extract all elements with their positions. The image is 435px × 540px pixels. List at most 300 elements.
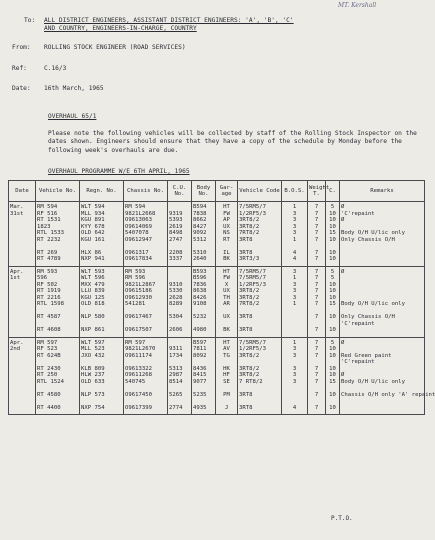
cell-line: NXP 941 xyxy=(81,256,105,262)
cell-line: KLB 809 xyxy=(81,365,105,372)
column-header: Vehicle No. xyxy=(36,181,80,202)
cell-line: 15 xyxy=(329,301,336,307)
cell-line: Red Green paint xyxy=(341,352,392,359)
cell-remarks xyxy=(340,337,435,415)
cell-line: 10 xyxy=(329,372,336,378)
cell-date xyxy=(9,266,36,337)
cell-line: NLP 573 xyxy=(81,391,105,398)
cell-line: 2987 xyxy=(169,372,183,378)
cell-line: 3RT8/2 xyxy=(239,223,260,230)
cell-line: RM 596 xyxy=(125,275,146,281)
cell-weight-c xyxy=(326,202,340,267)
cell-line: 7/5RM5/7 xyxy=(239,275,266,281)
cell-line: 3RT8 xyxy=(239,404,253,411)
cell-line: 2208 xyxy=(169,249,183,256)
cell-line: LLU 839 xyxy=(81,288,105,294)
cell-line: 7 xyxy=(314,249,319,256)
cell-line xyxy=(341,256,423,263)
cell-line: 9092 xyxy=(193,230,207,236)
table-body xyxy=(9,202,435,415)
cell-line: 5312 xyxy=(193,236,207,243)
table-row xyxy=(9,337,425,415)
table-header-row xyxy=(9,181,425,202)
cell-cu xyxy=(168,266,192,337)
cell-line: 10 xyxy=(329,391,336,398)
cell-line: 'C'repaint xyxy=(341,210,375,217)
cell-line xyxy=(283,327,306,334)
cell-line: 3RT8 xyxy=(239,236,253,243)
cell-line: B593 xyxy=(193,268,207,275)
cell-line: 3RT8/2 xyxy=(239,294,260,301)
cell-line: 3 xyxy=(292,294,297,301)
cell-line: 7 xyxy=(314,294,319,301)
cell-line: NXP 861 xyxy=(81,327,105,333)
cell-line: O9617507 xyxy=(125,327,152,333)
cell-line: TH xyxy=(223,294,230,301)
cell-line: RM 593 xyxy=(37,268,58,275)
column-header: B.O.S. xyxy=(282,181,308,202)
cell-line: 5393 xyxy=(169,217,183,223)
cell-line: 3 xyxy=(292,365,297,372)
cell-body xyxy=(192,337,216,415)
cell-line: 7 xyxy=(314,365,319,372)
cell-line: 10 xyxy=(329,223,336,230)
cell-line: HF xyxy=(223,372,230,378)
cell-line: 3 xyxy=(292,352,297,359)
cell-line: 3 xyxy=(292,378,297,385)
cell-line: 2619 xyxy=(169,223,183,230)
cell-line: RT 2232 xyxy=(37,236,61,243)
cell-line: J xyxy=(224,404,229,411)
cell-line: 1/2RF5/3 xyxy=(239,281,266,288)
cell-line: Ø xyxy=(341,217,345,223)
programme-title: OVERHAUL PROGRAMME W/E 6TH APRIL, 1965 xyxy=(48,168,190,175)
cell-line: 7 xyxy=(314,281,319,288)
cell-line: 3RT8/2 xyxy=(239,217,260,223)
cell-line: 5313 xyxy=(169,365,183,372)
from-value: ROLLING STOCK ENGINEER (ROAD SERVICES) xyxy=(44,44,186,51)
column-header: Vehicle Code xyxy=(238,181,282,202)
column-header: Weight T. xyxy=(308,181,326,202)
cell-code xyxy=(238,337,282,415)
cell-line: 10 xyxy=(329,236,336,243)
cell-line: O9612930 xyxy=(125,294,152,301)
cell-line: 10 xyxy=(329,249,336,256)
cell-line: 7RT8/2 xyxy=(239,301,260,307)
column-header: Remarks xyxy=(340,181,425,202)
cell-line: RTL 1598 xyxy=(37,301,64,307)
cell-line: KGU 161 xyxy=(81,236,105,243)
cell-regn xyxy=(80,202,124,267)
cell-line: 3 xyxy=(292,372,297,378)
cell-weight-t xyxy=(308,337,326,415)
cell-line: 7 xyxy=(314,378,319,385)
cell-line: WLT 596 xyxy=(81,275,105,281)
cell-line: HT xyxy=(223,204,230,210)
cell-line: 3 xyxy=(292,210,297,217)
cell-line: 10 xyxy=(329,210,336,217)
cell-line: 3RT3/3 xyxy=(239,256,260,262)
cell-line: O9611174 xyxy=(125,352,152,359)
cell-line: 1st xyxy=(10,275,21,281)
cell-line: O9612947 xyxy=(125,236,152,243)
cell-line: 3337 xyxy=(169,256,183,262)
cell-line: 1 xyxy=(292,275,297,281)
cell-line: NS xyxy=(223,230,230,236)
cell-line: 7 xyxy=(314,256,319,262)
cell-line: 7 xyxy=(314,204,319,210)
column-header: Chassis No. xyxy=(124,181,168,202)
cell-line: Ø xyxy=(341,268,345,275)
cell-line: 7836 xyxy=(193,281,207,288)
cell-line: 7 xyxy=(314,268,319,275)
cell-line: 3RT8 xyxy=(239,249,253,256)
cell-line: HLX 86 xyxy=(81,249,102,256)
cell-line: RT 269 xyxy=(37,249,58,256)
cell-line: Body O/H U/lic only xyxy=(341,230,405,236)
cell-line: 5265 xyxy=(169,391,183,398)
cell-line: Ø xyxy=(341,339,345,346)
cell-line: 7 xyxy=(314,346,319,352)
column-header: C.U. No. xyxy=(168,181,192,202)
cell-line: Apr. xyxy=(10,339,24,346)
cell-weight-c xyxy=(326,266,340,337)
cell-line: 3 xyxy=(292,217,297,223)
cell-line: RTL 1524 xyxy=(37,378,64,385)
cell-line: 'C'repaint xyxy=(341,320,375,327)
overhaul-title: OVERHAUL 65/1 xyxy=(48,113,97,120)
cell-line xyxy=(341,405,423,412)
cell-line: 3RT8/2 xyxy=(239,352,260,359)
cell-line: RT 624B xyxy=(37,352,61,359)
cell-line: 5407078 xyxy=(125,230,149,236)
cell-line: RT 4400 xyxy=(37,404,61,411)
cell-line: 541281 xyxy=(125,301,146,307)
cell-line: Only Chassis O/H xyxy=(341,236,395,243)
cell-line: MLL 523 xyxy=(81,346,105,352)
cell-line: KYY 678 xyxy=(81,223,105,230)
cell-bos xyxy=(282,266,308,337)
cell-line: 7 xyxy=(314,210,319,217)
cell-line: Body O/H U/lic only xyxy=(341,378,405,385)
cell-line: RT 4580 xyxy=(37,391,61,398)
cell-line: NXP 754 xyxy=(81,404,105,411)
cell-line: 7811 xyxy=(193,346,207,352)
cell-line: 15 xyxy=(329,378,336,385)
cell-line: 7RT8/2 xyxy=(239,230,260,236)
to-label: To: xyxy=(24,17,36,24)
cell-line: 7 xyxy=(314,230,319,236)
cell-line: Ø xyxy=(341,372,345,378)
cell-line: 8662 xyxy=(193,217,207,223)
cell-line: 3 xyxy=(292,268,297,275)
cell-weight-t xyxy=(308,266,326,337)
cell-line: 3 xyxy=(292,223,297,230)
cell-line: 4 xyxy=(292,404,297,411)
cell-line: 7 xyxy=(314,391,319,398)
cell-line: 3RT8 xyxy=(239,391,253,398)
cell-line: 9077 xyxy=(193,378,207,385)
cell-line: 3RT8/2 xyxy=(239,288,260,294)
cell-line: RT xyxy=(223,236,230,243)
instruction-paragraph: Please note the following vehicles will be collected by staff of the Rolling Stock Inspector on the dates shown. Engineers should ensure that they have a copy of the schedule by Monday before the following week's overhauls are due. xyxy=(48,130,417,154)
cell-line: 7/5RM5/7 xyxy=(239,204,266,210)
cell-line: WLT 597 xyxy=(81,339,105,346)
cell-regn xyxy=(80,266,124,337)
overhaul-schedule-table xyxy=(8,180,435,415)
cell-line: 8415 xyxy=(193,372,207,378)
cell-line: MLL 934 xyxy=(81,210,105,217)
cell-line: IL xyxy=(223,249,230,256)
cell-line: 9319 xyxy=(169,210,183,217)
cell-weight-c xyxy=(326,337,340,415)
cell-line: Apr. xyxy=(10,268,24,275)
cell-line: 10 xyxy=(329,294,336,301)
cell-line: 2628 xyxy=(169,294,183,301)
pto-footer: P.T.O. xyxy=(331,515,353,522)
cell-line: HT xyxy=(223,339,230,346)
cell-line: 1 xyxy=(292,236,297,243)
cell-weight-t xyxy=(308,202,326,267)
cell-line: 1 xyxy=(292,204,297,210)
cell-line: RT 250 xyxy=(37,372,58,378)
cell-line: 8427 xyxy=(193,223,207,230)
cell-line: OLD 818 xyxy=(81,301,105,307)
cell-chassis xyxy=(124,337,168,415)
cell-line: 9821L2670 xyxy=(125,346,156,352)
cell-line: 7 xyxy=(314,217,319,223)
cell-body xyxy=(192,266,216,337)
cell-line: 4 xyxy=(292,249,297,256)
cell-line: RM 597 xyxy=(37,339,58,346)
cell-line: 5 xyxy=(330,339,335,346)
cell-line: HLW 237 xyxy=(81,372,105,378)
cell-line: Mar. xyxy=(10,204,24,210)
cell-line: FW xyxy=(223,210,230,217)
cell-line: 7 xyxy=(314,223,319,230)
cell-line: 596 xyxy=(37,275,48,281)
cell-line: 10 xyxy=(329,404,336,411)
cell-line: O961317 xyxy=(125,249,149,256)
cell-vehicle xyxy=(36,266,80,337)
cell-line: JXO 432 xyxy=(81,352,105,359)
cell-line: OLD 642 xyxy=(81,230,105,236)
cell-line: O9617399 xyxy=(125,404,152,411)
cell-line: 2nd xyxy=(10,346,21,352)
cell-garage xyxy=(216,266,238,337)
column-header: Date xyxy=(9,181,36,202)
cell-line: 5 xyxy=(330,275,335,281)
cell-line: KGU 891 xyxy=(81,217,105,223)
cell-line xyxy=(341,327,423,334)
cell-line: O9615186 xyxy=(125,288,152,294)
cell-line: WLT 594 xyxy=(81,204,105,210)
cell-line: SE xyxy=(223,378,230,385)
cell-line: 3RT8/2 xyxy=(239,372,260,378)
cell-line: 10 xyxy=(329,256,336,262)
cell-line: RM 594 xyxy=(37,204,58,210)
cell-line: RT 4587 xyxy=(37,314,61,320)
cell-line: 7 xyxy=(314,339,319,346)
cell-line: O9611268 xyxy=(125,372,152,378)
cell-line: 1823 xyxy=(37,223,51,230)
cell-line: 10 xyxy=(329,365,336,372)
cell-date xyxy=(9,337,36,415)
cell-line: O9614069 xyxy=(125,223,152,230)
cell-line: 3 xyxy=(292,281,297,288)
cell-line: RT 4608 xyxy=(37,327,61,333)
cell-line: HT xyxy=(223,268,230,275)
cell-line: FW xyxy=(223,275,230,281)
cell-line: RT 2216 xyxy=(37,294,61,301)
table-row xyxy=(9,266,425,337)
cell-line: 9310 xyxy=(169,281,183,288)
cell-line: 1/2RF5/3 xyxy=(239,210,266,217)
cell-vehicle xyxy=(36,337,80,415)
cell-line: 7 xyxy=(314,288,319,294)
cell-line: 10 xyxy=(329,217,336,223)
cell-line: TG xyxy=(223,352,230,359)
cell-line: BK xyxy=(223,256,230,262)
cell-line: 5 xyxy=(330,204,335,210)
cell-line: 2747 xyxy=(169,236,183,243)
cell-line: BK xyxy=(223,327,230,333)
cell-regn xyxy=(80,337,124,415)
cell-line: 4935 xyxy=(193,404,207,411)
cell-line: RT 1919 xyxy=(37,288,61,294)
cell-line: B594 xyxy=(193,204,207,210)
cell-code xyxy=(238,266,282,337)
cell-line: Only Chassis O/H xyxy=(341,314,395,320)
cell-line: 9821L2867 xyxy=(125,281,156,288)
cell-line: 7 xyxy=(314,236,319,243)
cell-line: 3 xyxy=(292,288,297,294)
cell-line: 10 xyxy=(329,314,336,320)
cell-line: 2774 xyxy=(169,404,183,411)
cell-garage xyxy=(216,337,238,415)
cell-line: NLP 580 xyxy=(81,314,105,320)
cell-line: B596 xyxy=(193,275,207,281)
cell-line: O961306З xyxy=(125,217,152,223)
from-label: From: xyxy=(12,44,31,51)
cell-line: 2640 xyxy=(193,256,207,262)
cell-line: 9311 xyxy=(169,346,183,352)
cell-line: 15 xyxy=(329,230,336,236)
cell-line: AR xyxy=(223,301,230,307)
cell-line: KGU 125 xyxy=(81,294,105,301)
column-header: C. xyxy=(326,181,340,202)
cell-line: 1/2RF5/3 xyxy=(239,346,266,352)
cell-line: X xyxy=(224,281,229,288)
cell-line: 7 xyxy=(314,372,319,378)
cell-line: 'C'repaint xyxy=(341,359,375,365)
cell-line: RF 523 xyxy=(37,346,58,352)
cell-chassis xyxy=(124,266,168,337)
cell-line: RM 597 xyxy=(125,339,146,346)
cell-line: 10 xyxy=(329,346,336,352)
cell-line: 5330 xyxy=(169,288,183,294)
cell-line: 5 xyxy=(330,268,335,275)
cell-line: O9617834 xyxy=(125,256,152,262)
cell-line: Chassis O/H only 'A' repaint xyxy=(341,391,435,398)
column-header: Body No. xyxy=(192,181,216,202)
cell-line: 3RT8/2 xyxy=(239,365,260,372)
cell-line: B597 xyxy=(193,339,207,346)
cell-line: 8092 xyxy=(193,352,207,359)
cell-cu xyxy=(168,202,192,267)
cell-line: O9613322 xyxy=(125,365,152,372)
cell-line: 10 xyxy=(329,352,336,359)
cell-line: 8498 xyxy=(169,230,183,236)
cell-line: UX xyxy=(223,223,230,230)
cell-line: O9617467 xyxy=(125,314,152,320)
cell-line: UX xyxy=(223,288,230,294)
cell-line: 10 xyxy=(329,327,336,333)
cell-line: OLD 633 xyxy=(81,378,105,385)
cell-line: RT 1531 xyxy=(37,217,61,223)
cell-line: 7 xyxy=(314,352,319,359)
cell-remarks xyxy=(340,266,425,337)
cell-line: 7/5RM5/7 xyxy=(239,339,266,346)
cell-line: 4980 xyxy=(193,327,207,333)
cell-remarks xyxy=(340,202,425,267)
cell-line: AP xyxy=(223,217,230,223)
cell-line: Body O/H U/lic only xyxy=(341,301,405,307)
cell-line: 10 xyxy=(329,288,336,294)
cell-bos xyxy=(282,337,308,415)
date-label: Date: xyxy=(12,85,31,92)
cell-line: 8638 xyxy=(193,288,207,294)
cell-line: 31st xyxy=(10,210,24,217)
cell-line: 3RT8 xyxy=(239,314,253,320)
cell-line: RT 4789 xyxy=(37,256,61,262)
cell-line: 3 xyxy=(292,230,297,236)
cell-line: RT 2430 xyxy=(37,365,61,372)
cell-line: UX xyxy=(223,314,230,320)
cell-code xyxy=(238,202,282,267)
ref-label: Ref: xyxy=(12,65,27,72)
cell-line: 8514 xyxy=(169,378,183,385)
cell-line: RTL 1533 xyxy=(37,230,64,236)
cell-line: 1734 xyxy=(169,352,183,359)
cell-line: 1 xyxy=(292,301,297,307)
cell-line: 10 xyxy=(329,281,336,288)
column-header: Gar-age xyxy=(216,181,238,202)
cell-line: RM 593 xyxy=(125,268,146,275)
cell-line: 9108 xyxy=(193,301,207,307)
cell-line: 540745 xyxy=(125,378,146,385)
column-header: Regn. No. xyxy=(80,181,124,202)
cell-line: 7838 xyxy=(193,210,207,217)
cell-line: RM 594 xyxy=(125,204,146,210)
cell-line: 8436 xyxy=(193,365,207,372)
cell-line: 7 xyxy=(314,301,319,307)
cell-line: RF 516 xyxy=(37,210,58,217)
cell-line: RF 502 xyxy=(37,281,58,288)
cell-line: 7 RT8/2 xyxy=(239,378,263,385)
cell-bos xyxy=(282,202,308,267)
cell-cu xyxy=(168,337,192,415)
to-line-1: ALL DISTRICT ENGINEERS, ASSISTANT DISTRICT ENGINEERS: 'A', 'B', 'C' xyxy=(44,17,294,24)
cell-garage xyxy=(216,202,238,267)
to-line-2: AND COUNTRY, ENGINEERS-IN-CHARGE, COUNTRY xyxy=(44,25,197,32)
handwritten-note: MT. Kershall xyxy=(338,2,377,9)
cell-line: HK xyxy=(223,365,230,372)
cell-line: 2606 xyxy=(169,327,183,333)
cell-line: 7 xyxy=(314,404,319,411)
cell-body xyxy=(192,202,216,267)
cell-vehicle xyxy=(36,202,80,267)
